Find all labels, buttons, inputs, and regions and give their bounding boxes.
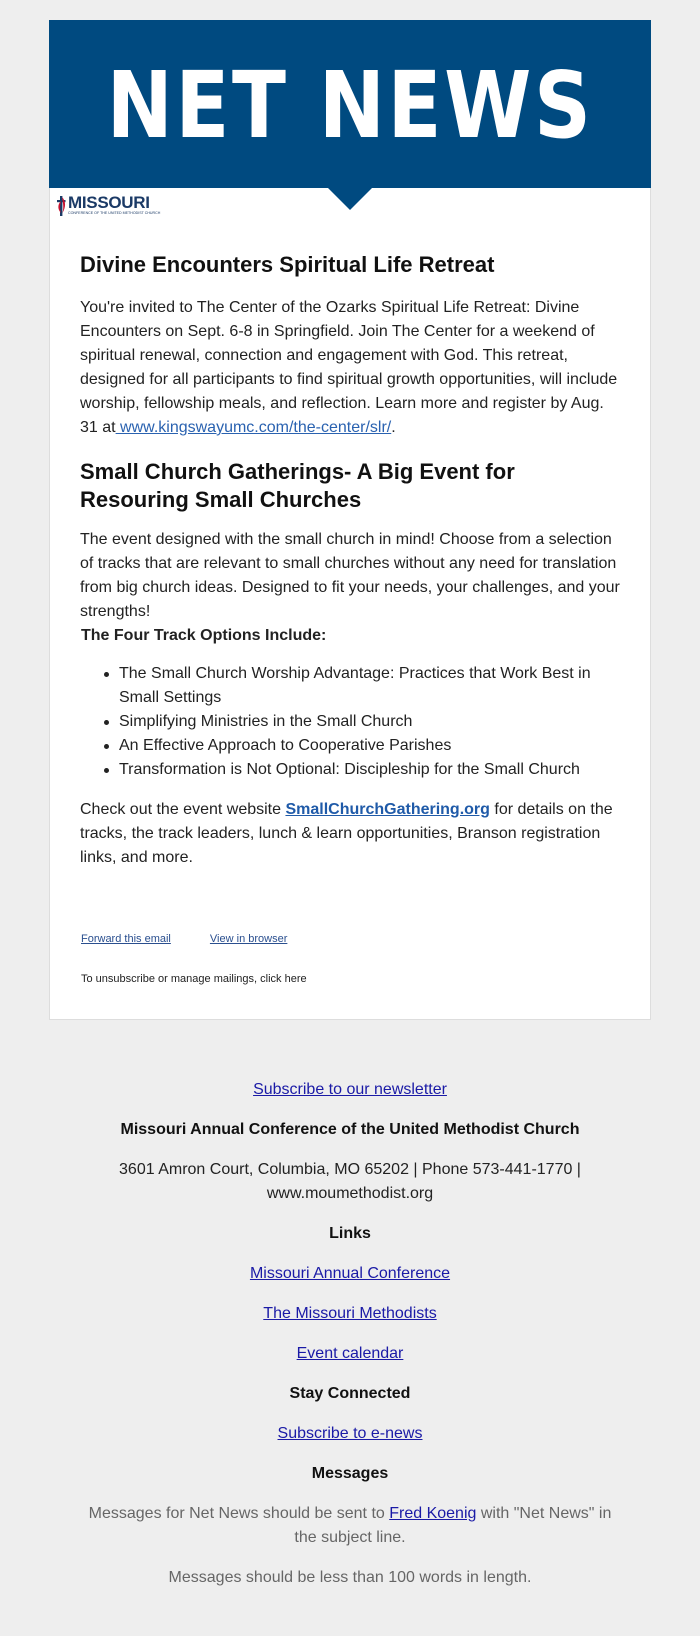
messages-text-after: with "Net News" in the subject line. [294, 1505, 612, 1546]
messages-limit: Messages should be less than 100 words in length. [168, 1569, 532, 1586]
event-calendar-link[interactable]: Event calendar [296, 1345, 404, 1362]
list-item [119, 758, 625, 782]
track-label: An Effective Approach to Cooperative Parishes [119, 737, 452, 754]
list-item [119, 662, 625, 710]
stay-connected-heading: Stay Connected [289, 1385, 411, 1402]
missouri-logo [56, 195, 160, 217]
logo-wordmark: MISSOURI [68, 193, 150, 212]
bullet-icon [104, 672, 109, 677]
tracks-heading: The Four Track Options Include: [81, 627, 327, 644]
org-address: 3601 Amron Court, Columbia, MO 65202 | Phone 573-441-1770 | www.moumethodist.org [119, 1161, 581, 1202]
newsletter-content [80, 251, 625, 870]
footer-subscribe-row [0, 1078, 700, 1102]
track-label: The Small Church Worship Advantage: Practices that Work Best in Small Settings [119, 665, 591, 706]
article1-body [80, 296, 625, 440]
footer [0, 1078, 700, 1590]
article1-text: You're invited to The Center of the Ozarks Spiritual Life Retreat: Divine Encounters on Sept. 6-8 in Springfield. Join The Center for a weekend of spiritual renewal, connection and engagement with God. This retreat, designed for all participants to find spiritual growth opportunities, will include worship, fellowship meals, and reflection. Learn more and register by Aug. 31 at [80, 299, 618, 436]
banner-notch [328, 188, 372, 210]
kingsway-link[interactable]: www.kingswayumc.com/the-center/slr/ [115, 419, 392, 436]
fred-koenig-link[interactable]: Fred Koenig [389, 1505, 477, 1522]
header-banner [49, 20, 651, 188]
missouri-methodists-link[interactable]: The Missouri Methodists [263, 1305, 437, 1322]
footer-link-row [0, 1422, 700, 1446]
article1-title: Divine Encounters Spiritual Life Retreat [80, 252, 495, 277]
cross-and-flame-icon [56, 195, 67, 217]
view-in-browser-link[interactable]: View in browser [209, 933, 288, 945]
unsubscribe-text[interactable]: To unsubscribe or manage mailings, click here [81, 973, 307, 985]
article1-period: . [391, 419, 396, 436]
footer-link-row [0, 1302, 700, 1326]
track-label: Transformation is Not Optional: Discipleship for the Small Church [119, 761, 580, 778]
forward-email-link[interactable]: Forward this email [81, 933, 171, 945]
list-item [119, 710, 625, 734]
bullet-icon [104, 720, 109, 725]
track-label: Simplifying Ministries in the Small Church [119, 713, 413, 730]
messages-text-before: Messages for Net News should be sent to [88, 1505, 390, 1522]
footer-link-row [0, 1342, 700, 1366]
article2-body: The event designed with the small church in mind! Choose from a selection of tracks that are relevant to small churches without any need for translation from big church ideas. Designed to fit your needs, your challenges, and your strengths! [80, 531, 620, 620]
missouri-conference-link[interactable]: Missouri Annual Conference [249, 1265, 451, 1282]
tracks-list [80, 662, 625, 782]
small-church-gathering-link[interactable]: SmallChurchGathering.org [285, 801, 490, 818]
outro-text-after: for details on the tracks, the track leaders, lunch & learn opportunities, Branson registration links, and more. [80, 801, 613, 866]
logo-subtitle: CONFERENCE OF THE UNITED METHODIST CHURCH [68, 211, 161, 215]
footer-link-row [0, 1262, 700, 1286]
bullet-icon [104, 744, 109, 749]
messages-instructions [0, 1502, 700, 1550]
newsletter-card [49, 20, 651, 1020]
email-actions [81, 933, 323, 945]
article2-outro [80, 798, 625, 870]
org-name: Missouri Annual Conference of the United Methodist Church [120, 1121, 580, 1138]
banner-title: NET NEWS [106, 52, 594, 159]
outro-text-before: Check out the event website [80, 801, 286, 818]
bullet-icon [104, 768, 109, 773]
links-heading: Links [329, 1225, 371, 1242]
article2-title: Small Church Gatherings- A Big Event for Resouring Small Churches [80, 459, 515, 512]
messages-heading: Messages [311, 1465, 389, 1482]
subscribe-newsletter-link[interactable]: Subscribe to our newsletter [253, 1081, 447, 1098]
list-item [119, 734, 625, 758]
subscribe-enews-link[interactable]: Subscribe to e-news [277, 1425, 423, 1442]
